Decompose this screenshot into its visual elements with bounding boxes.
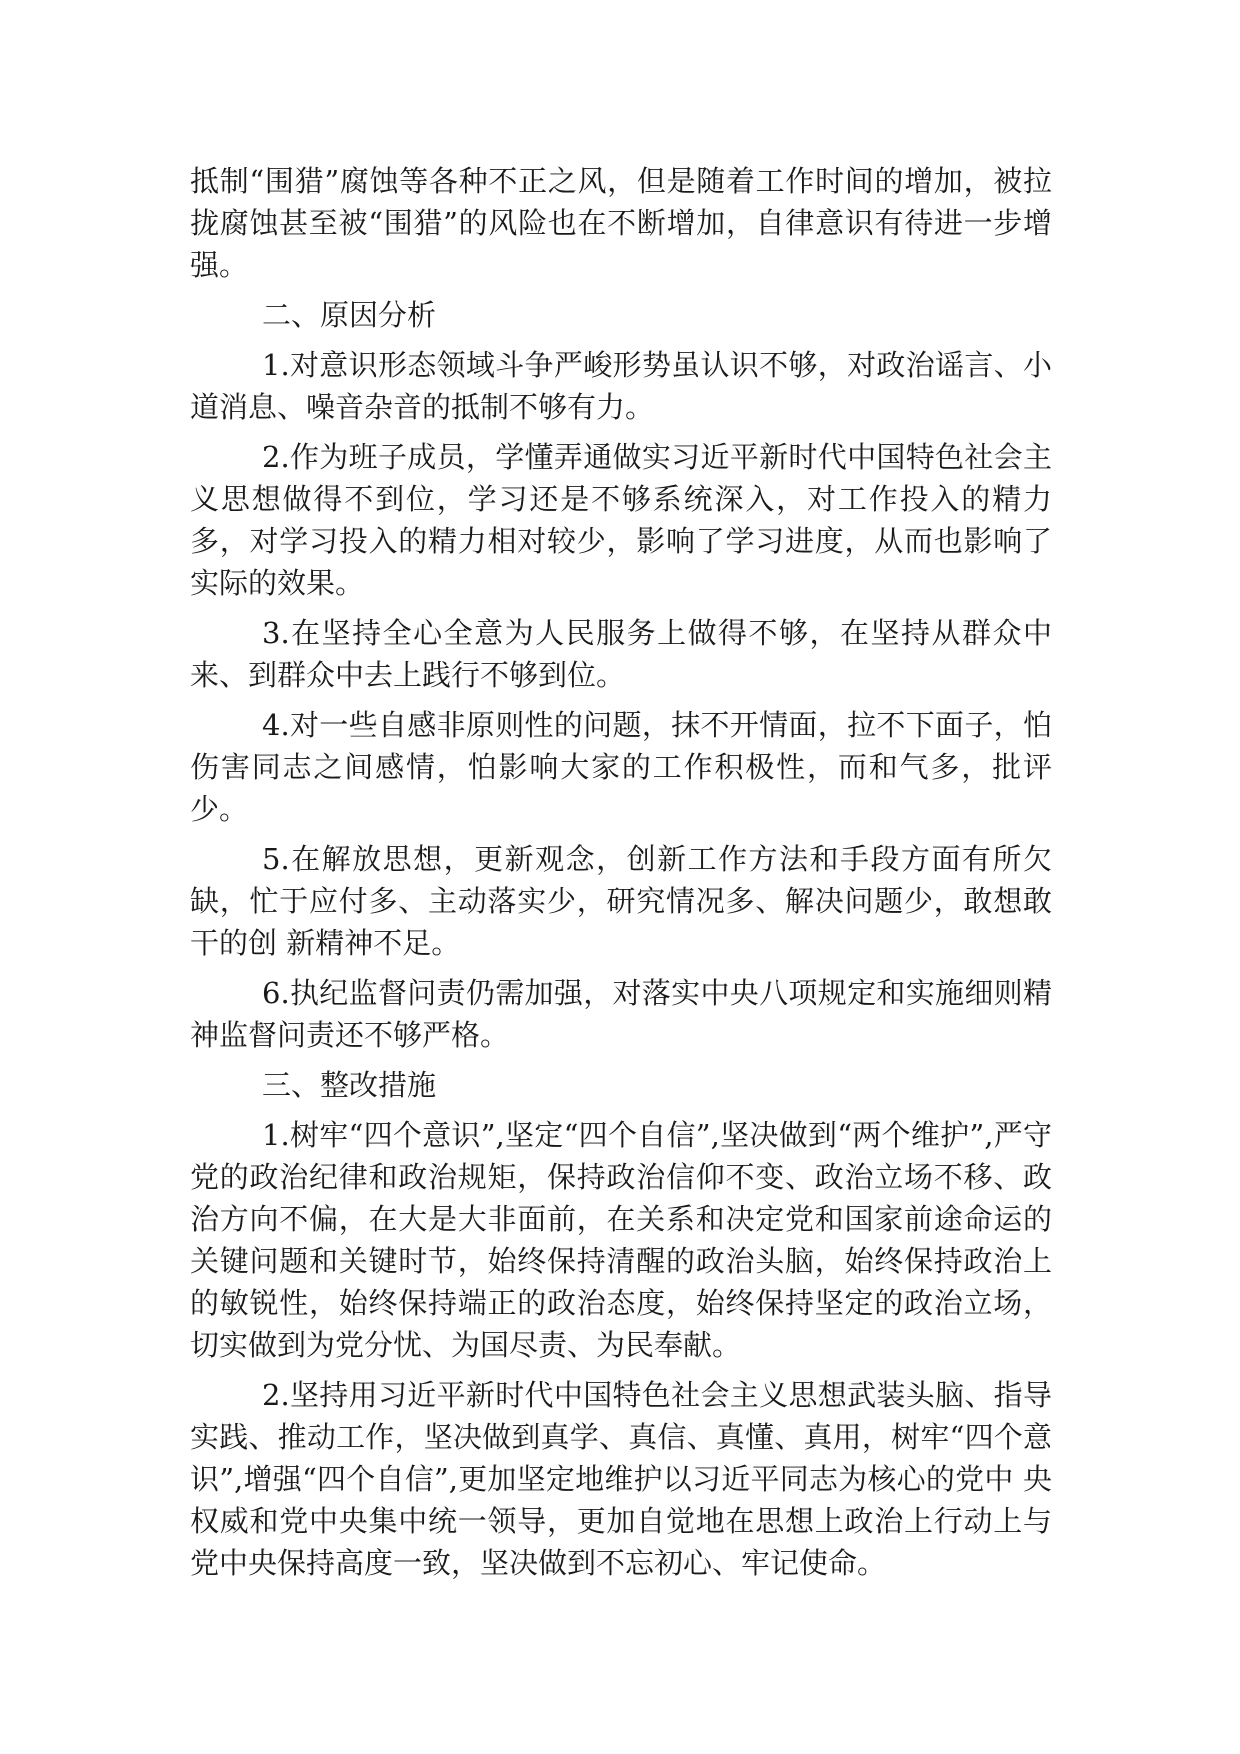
continued-paragraph: 抵制“围猎”腐蚀等各种不正之风，但是随着工作时间的增加，被拉拢腐蚀甚至被“围猎”的风险也在不断增加，自律意识有待进一步增强。 — [190, 164, 1052, 282]
cause-item-1: 1.对意识形态领域斗争严峻形势虽认识不够，对政治谣言、小道消息、噪音杂音的抵制不够有力。 — [190, 348, 1052, 424]
measure-item-1: 1.树牢“四个意识”,坚定“四个自信”,坚决做到“两个维护”,严守党的政治纪律和政治规矩，保持政治信仰不变、政治立场不移、政治方向不偏，在大是大非面前，在关系和决定党和国家前途命运的关键问题和关键时节，始终保持清醒的政治头脑，始终保持政治上的敏锐性，始终保持端正的政治态度，始终保持坚定的政治立场，切实做到为党分忧、为国尽责、为民奉献。 — [190, 1118, 1052, 1362]
document-page — [190, 160, 1062, 1592]
cause-item-2: 2.作为班子成员，学懂弄通做实习近平新时代中国特色社会主义思想做得不到位，学习还是不够系统深入，对工作投入的精力多，对学习投入的精力相对较少，影响了学习进度，从而也影响了实际的效果。 — [190, 440, 1052, 600]
cause-item-4: 4.对一些自感非原则性的问题，抹不开情面，拉不下面子，怕伤害同志之间感情，怕影响大家的工作积极性，而和气多，批评少。 — [190, 708, 1052, 826]
section-heading-cause-analysis: 二、原因分析 — [262, 298, 437, 332]
cause-item-6: 6.执纪监督问责仍需加强，对落实中央八项规定和实施细则精 神监督问责还不够严格。 — [190, 976, 1062, 1052]
section-heading-rectification: 三、整改措施 — [262, 1068, 437, 1102]
cause-item-3: 3.在坚持全心全意为人民服务上做得不够，在坚持从群众中来、到群众中去上践行不够到位。 — [190, 616, 1052, 692]
measure-item-2: 2.坚持用习近平新时代中国特色社会主义思想武装头脑、指导实践、推动工作，坚决做到真学、真信、真懂、真用，树牢“四个意识”,增强“四个自信”,更加坚定地维护以习近平同志为核心的党中 央权威和党中央集中统一领导，更加自觉地在思想上政治上行动上与 党中央保持高度一致，坚决做到不忘初心、牢记使命。 — [190, 1378, 1062, 1580]
cause-item-5: 5.在解放思想，更新观念，创新工作方法和手段方面有所欠缺，忙于应付多、主动落实少，研究情况多、解决问题少，敢想敢干的创 新精神不足。 — [190, 842, 1052, 960]
